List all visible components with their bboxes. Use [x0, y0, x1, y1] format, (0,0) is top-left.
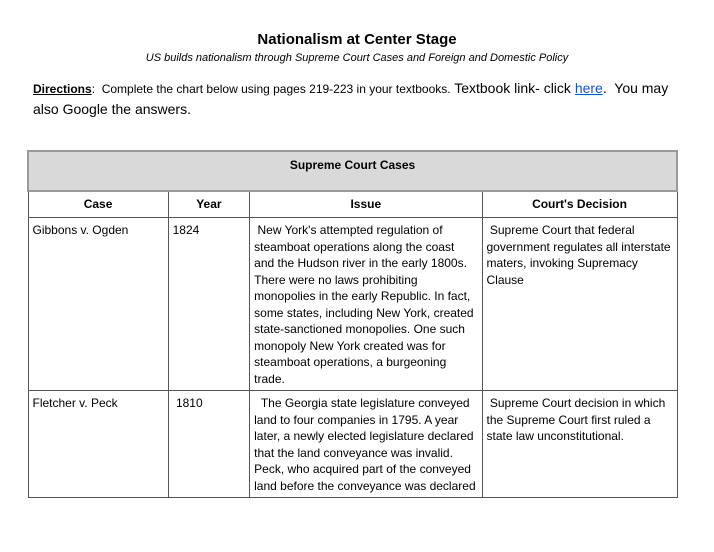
- textbook-link[interactable]: here: [574, 80, 603, 96]
- column-header-issue: Issue: [250, 191, 482, 218]
- year-cell[interactable]: 1824: [168, 218, 250, 391]
- column-header-year: Year: [168, 191, 250, 218]
- directions-text: Complete the chart below using pages 219-223 in your textbooks.: [95, 82, 451, 96]
- table-banner-row: [28, 151, 677, 191]
- page-subtitle: US builds nationalism through Supreme Court Cases and Foreign and Domestic Policy: [145, 52, 569, 64]
- issue-cell[interactable]: New York's attempted regulation of steamboat operations along the coast and the Hudson river in the early 1800s. There were no laws prohibiting monopolies in the early Republic. In fact, some states, including New York, created state-sanctioned monopolies. One such monopoly New York created was for steamboat operations, a burgeoning trade.: [250, 218, 482, 391]
- decision-cell[interactable]: Supreme Court that federal government regulates all interstate maters, invoking Supremacy Clause: [482, 218, 677, 391]
- table-header-row: [28, 191, 677, 218]
- case-cell[interactable]: Gibbons v. Ogden: [28, 218, 168, 391]
- directions-label: Directions: [33, 82, 92, 96]
- column-header-decision: Court's Decision: [482, 191, 677, 218]
- table-banner: Supreme Court Cases: [28, 151, 677, 191]
- textbook-link-suffix: . You may also Google the answers.: [33, 80, 673, 117]
- table-row: [28, 391, 677, 498]
- decision-cell[interactable]: Supreme Court decision in which the Supreme Court first ruled a state law unconstitutional.: [482, 391, 677, 498]
- page-title: Nationalism at Center Stage: [257, 31, 457, 48]
- supreme-court-cases-table: [27, 150, 678, 498]
- column-header-case: Case: [28, 191, 168, 218]
- case-cell[interactable]: Fletcher v. Peck: [28, 391, 168, 498]
- directions-paragraph: [33, 78, 683, 120]
- textbook-link-prefix: Textbook link- click: [450, 80, 575, 96]
- table-row: [28, 218, 677, 391]
- directions-colon: :: [91, 82, 96, 96]
- year-cell[interactable]: 1810: [168, 391, 250, 498]
- issue-cell[interactable]: The Georgia state legislature conveyed land to four companies in 1795. A year later, a newly elected legislature declared that the land conveyance was invalid. Peck, who acquired part of the conveyed land before the conveyance was declared: [250, 391, 482, 498]
